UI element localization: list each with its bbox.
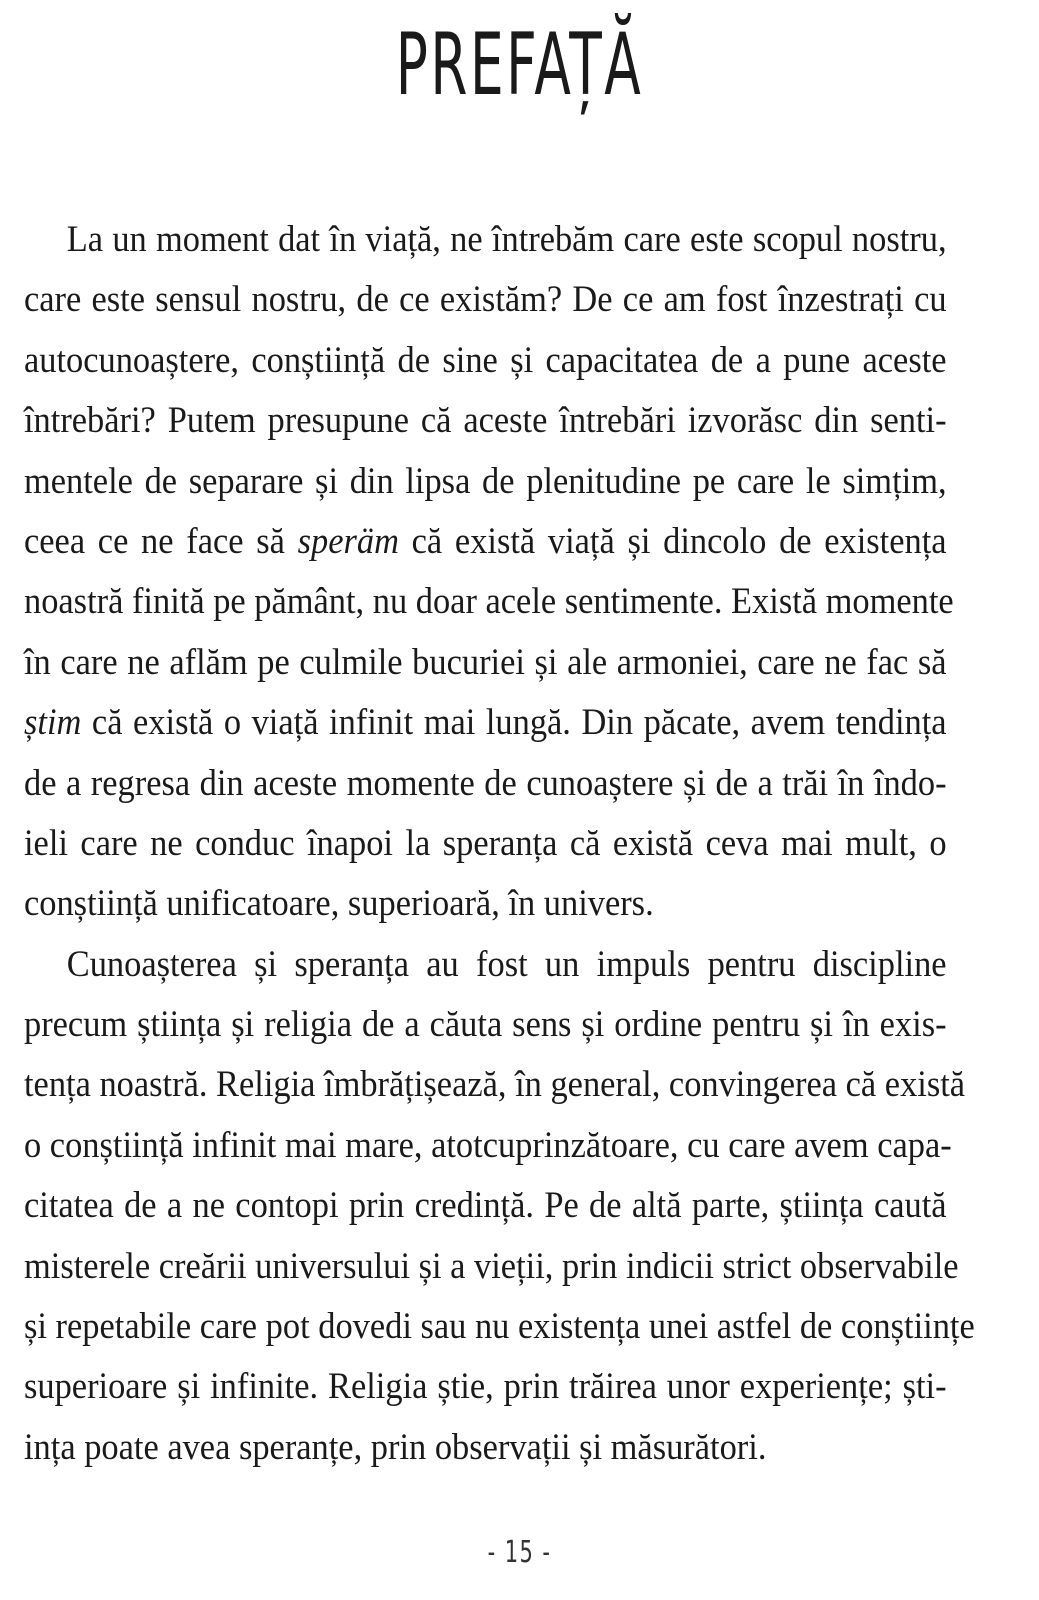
text-line-italic-știm: știm că există o viață infinit mai lungă. Din păcate, avem tendința bbox=[24, 702, 947, 744]
text-line: care este sensul nostru, de ce existăm? De ce am fost înzestrați cu bbox=[24, 279, 947, 321]
text-line: misterele creării universului și a vieții, prin indicii strict observabile bbox=[24, 1245, 959, 1287]
text-line: ieli care ne conduc înapoi la speranța că există ceva mai mult, o bbox=[24, 822, 947, 864]
text-line: citatea de a ne contopi prin credință. Pe de altă parte, știința caută bbox=[24, 1185, 947, 1227]
preface-body bbox=[24, 210, 975, 1478]
text-line: tența noastră. Religia îmbrățișează, în general, convingerea că există bbox=[24, 1064, 966, 1106]
text-line: ința poate avea speranțe, prin observații și măsurători. bbox=[24, 1426, 767, 1468]
text-line: și repetabile care pot dovedi sau nu existența unei astfel de conștiințe bbox=[24, 1306, 975, 1348]
text-line: o conștiință infinit mai mare, atotcuprinzătoare, cu care avem capa- bbox=[24, 1124, 952, 1166]
text-line: La un moment dat în viață, ne întrebăm care este scopul nostru, bbox=[66, 219, 947, 260]
emphasis-word: știm bbox=[24, 702, 82, 744]
text-line: precum știința și religia de a căuta sens și ordine pentru și în exis- bbox=[24, 1004, 947, 1046]
text-line: întrebări? Putem presupune că aceste întrebări izvorăsc din senti- bbox=[24, 400, 947, 442]
page-number: - 15 - bbox=[487, 1535, 552, 1570]
text-line: noastră finită pe pământ, nu doar acele sentimente. Există momente bbox=[24, 581, 954, 623]
text-line: conștiință unificatoare, superioară, în univers. bbox=[24, 883, 654, 925]
text-line: Cunoașterea și speranța au fost un impuls pentru discipline bbox=[66, 943, 947, 985]
text-line: în care ne aflăm pe culmile bucuriei și ale armoniei, care ne fac să bbox=[24, 641, 947, 683]
text-line: superioare și infinite. Religia știe, prin trăirea unor experiențe; ști- bbox=[24, 1366, 947, 1408]
text-line: mentele de separare și din lipsa de plenitudine pe care le simțim, bbox=[24, 460, 947, 502]
emphasis-word: speräm bbox=[297, 520, 399, 562]
text-line: autocunoaștere, conștiință de sine și capacitatea de a pune aceste bbox=[24, 339, 947, 381]
text-line: de a regresa din aceste momente de cunoaștere și de a trăi în îndo- bbox=[24, 762, 947, 804]
page-title: PREFAȚĂ bbox=[395, 15, 644, 115]
text-line-italic-sperăm: ceea ce ne face să speräm că există viață și dincolo de existența bbox=[24, 520, 947, 562]
